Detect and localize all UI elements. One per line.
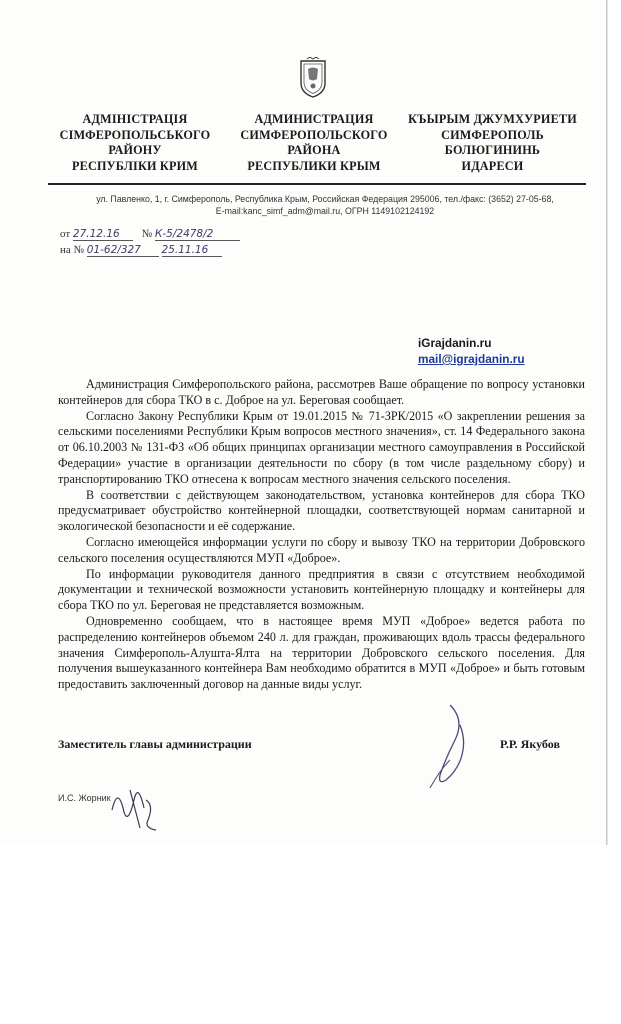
- letterhead-divider: [48, 183, 586, 185]
- letterhead-ukrainian: АДМІНІСТРАЦІЯ СІМФЕРОПОЛЬСЬКОГО РАЙОНУ РЕСПУБЛІКИ КРИМ: [59, 112, 211, 173]
- paragraph: Согласно имеющейся информации услуги по сбору и вывозу ТКО на территории Добровского сельского поселения осуществляются МУП «Доброе».: [58, 534, 585, 565]
- letterhead-crimean: КЪЫРЫМ ДЖУМХУРИЕТИ СИМФЕРОПОЛЬ БОЛЮГИНИНЬ ИДАРЕСИ: [408, 112, 577, 173]
- recipient-name: iGrajdanin.ru: [418, 336, 492, 350]
- letter-body: [58, 377, 585, 693]
- scan-margin: [0, 845, 621, 1024]
- approval-scribble: [100, 770, 170, 835]
- paragraph: Согласно Закону Республики Крым от 19.01.2015 № 71-ЗРК/2015 «О закреплении решения за сельскими поселениями Республики Крым вопросов местного значения», ст. 14 Федерального закона от 06.10.2003 № 131-ФЗ «Об общих принципах организации местного самоуправления в Российской Федерации» участие в организации деятельности по сбору (в том числе раздельному сбору) и транспортированию ТКО отнесена к вопросам местного значения сельского поселения.: [58, 408, 585, 486]
- letterhead-address: ул. Павленко, 1, г. Симферополь, Республика Крым, Российская Федерация 295006, тел./факс: (3652) 27-05-68,: [96, 194, 554, 204]
- ref-reply-prefix: на №: [60, 244, 85, 256]
- crimea-coat-of-arms-icon: [298, 57, 328, 99]
- recipient-email[interactable]: mail@igrajdanin.ru: [418, 352, 525, 366]
- paragraph: Одновременно сообщаем, что в настоящее время МУП «Доброе» ведется работа по распределению контейнеров объемом 240 л. для граждан, проживающих вдоль трассы федерального значения Симферополь-Алушта-Ялта на территории Добровского сельского поселения. Для получения вышеуказанного контейнера Вам необходимо обратится в МУП «Доброе» и быть готовым предоставить заключенный договор на данные виды услуг.: [58, 613, 585, 692]
- signatory-title: Заместитель главы администрации: [58, 737, 252, 751]
- paragraph: По информации руководителя данного предприятия в связи с отсутствием необходимой документации и технической возможности установить контейнерную площадку и контейнеры для сбора ТКО по ул. Береговая не представляется возможным.: [58, 566, 585, 613]
- ref-reply-number: 01-62/327: [87, 244, 159, 257]
- incoming-reference: [60, 244, 222, 257]
- paragraph: В соответствии с действующем законодательством, установка контейнеров для сбора ТКО предусматривает обустройство контейнерной площадки, соответствующей нормам санитарной и экологической безопасности и её содержание.: [58, 487, 585, 534]
- ref-from-prefix: от: [60, 228, 71, 240]
- ref-number: К-5/2478/2: [155, 228, 240, 241]
- letterhead-contacts: E-mail:kanc_simf_adm@mail.ru, ОГРН 1149102124192: [215, 206, 435, 216]
- ref-number-prefix: №: [141, 228, 153, 240]
- letterhead-russian: АДМИНИСТРАЦИЯ СИМФЕРОПОЛЬСКОГО РАЙОНА РЕСПУБЛИКИ КРЫМ: [240, 112, 388, 173]
- ref-reply-date: 25.11.16: [162, 244, 222, 257]
- outgoing-reference: [60, 228, 240, 241]
- handwritten-signature: [410, 700, 490, 790]
- ref-date: 27.12.16: [73, 228, 133, 241]
- executor-name: И.С. Жорник: [58, 793, 111, 803]
- signatory-name: Р.Р. Якубов: [500, 737, 560, 751]
- page-edge: [606, 0, 608, 845]
- paragraph: Администрация Симферопольского района, рассмотрев Ваше обращение по вопросу установки контейнеров для сбора ТКО в с. Доброе на ул. Береговая сообщает.: [58, 377, 585, 407]
